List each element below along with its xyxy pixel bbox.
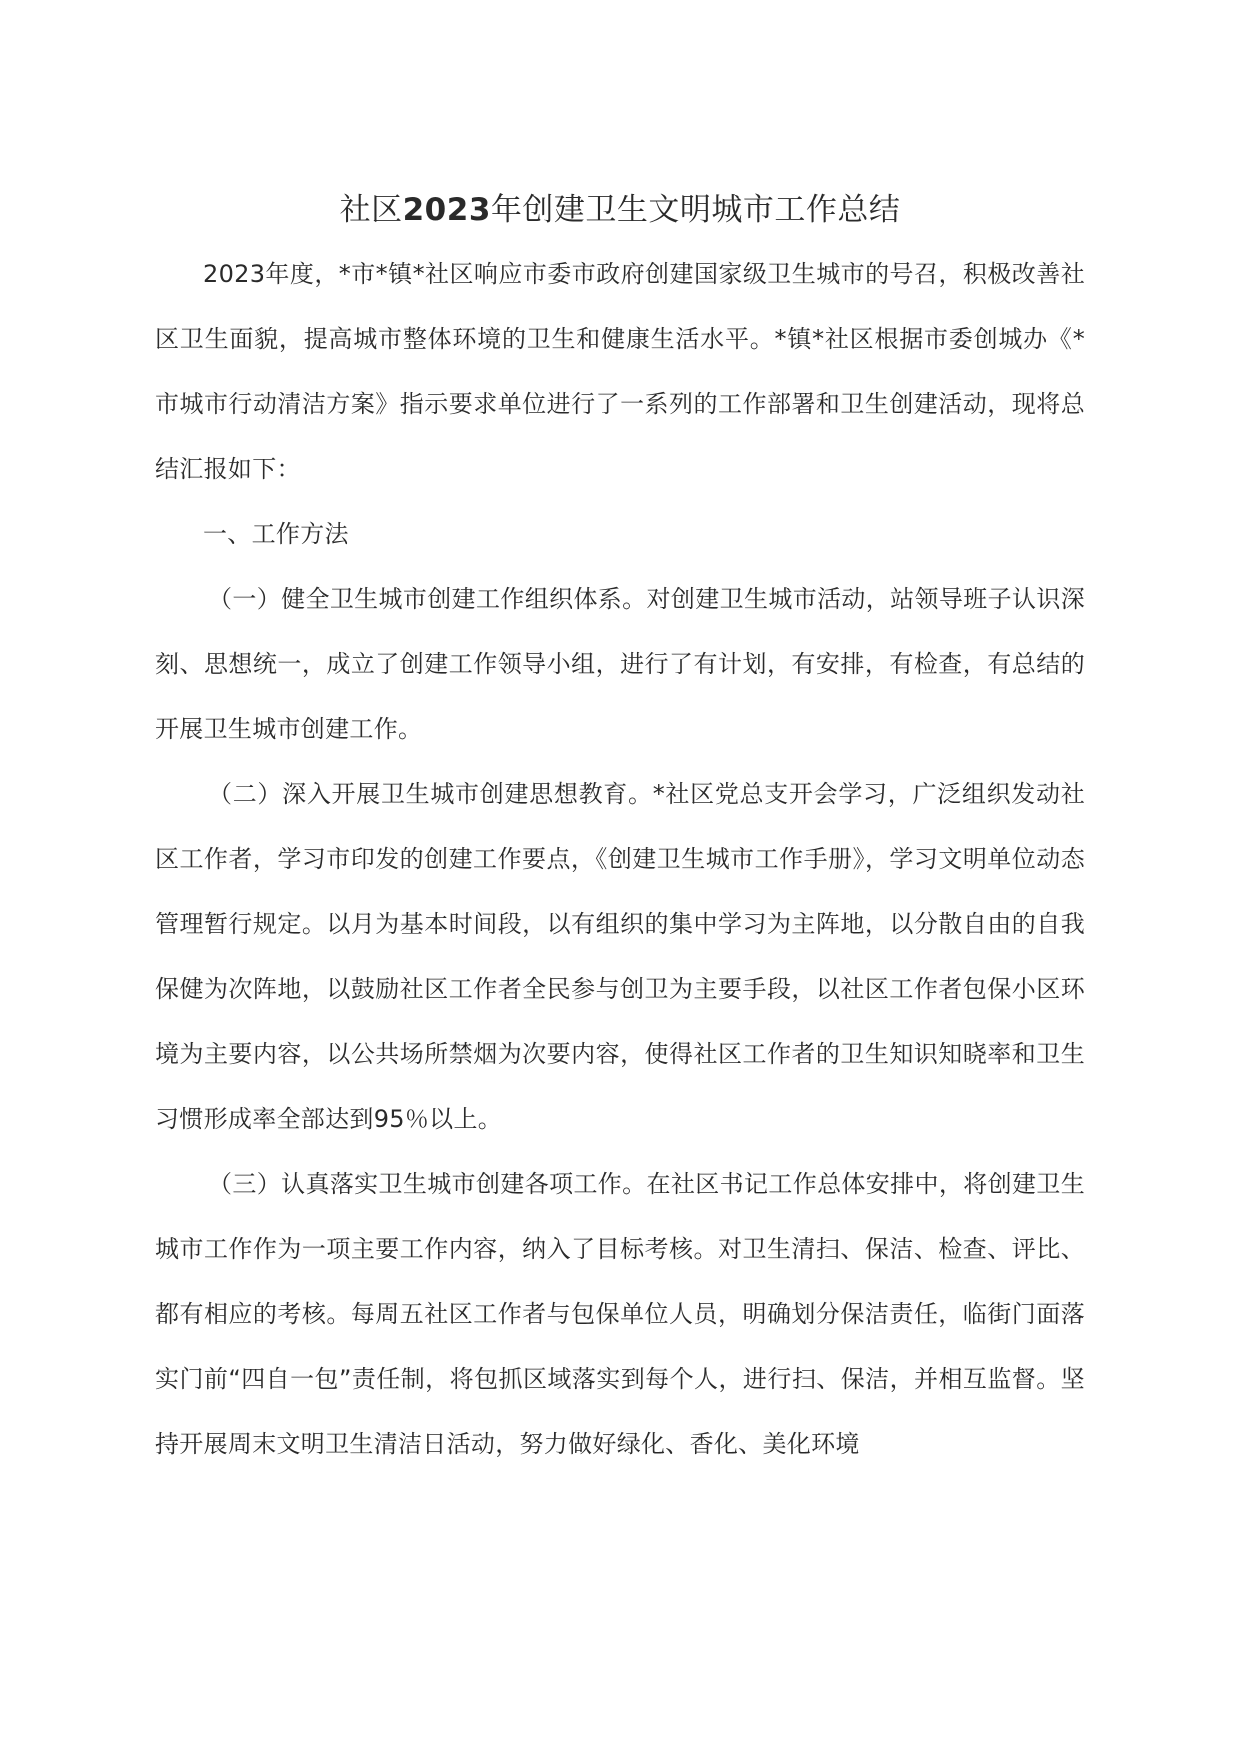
title-prefix: 社区 xyxy=(339,192,403,228)
section-heading-work-methods: 一、工作方法 xyxy=(203,520,349,548)
document-body xyxy=(155,190,1085,1477)
document-title xyxy=(155,190,1085,230)
intro-paragraph: 2023年度，*市*镇*社区响应市委市政府创建国家级卫生城市的号召，积极改善社区卫生面貌，提高城市整体环境的卫生和健康生活水平。*镇*社区根据市委创城办《*市城市行动清洁方案》指示要求单位进行了一系列的工作部署和卫生创建活动，现将总结汇报如下： xyxy=(155,260,1085,483)
subsection-paragraph-1: （一）健全卫生城市创建工作组织体系。对创建卫生城市活动，站领导班子认识深刻、思想统一，成立了创建工作领导小组，进行了有计划，有安排，有检查，有总结的开展卫生城市创建工作。 xyxy=(155,585,1085,743)
subsection-paragraph-2: （二）深入开展卫生城市创建思想教育。*社区党总支开会学习，广泛组织发动社区工作者，学习市印发的创建工作要点，《创建卫生城市工作手册》，学习文明单位动态管理暂行规定。以月为基本时间段，以有组织的集中学习为主阵地，以分散自由的自我保健为次阵地，以鼓励社区工作者全民参与创卫为主要手段，以社区工作者包保小区环境为主要内容，以公共场所禁烟为次要内容，使得社区工作者的卫生知识知晓率和卫生习惯形成率全部达到95％以上。 xyxy=(155,780,1085,1133)
subsection-paragraph-3: （三）认真落实卫生城市创建各项工作。在社区书记工作总体安排中，将创建卫生城市工作作为一项主要工作内容，纳入了目标考核。对卫生清扫、保洁、检查、评比、都有相应的考核。每周五社区工作者与包保单位人员，明确划分保洁责任，临街门面落实门前“四自一包”责任制，将包抓区域落实到每个人，进行扫、保洁，并相互监督。坚持开展周末文明卫生清洁日活动，努力做好绿化、香化、美化环境 xyxy=(155,1170,1085,1458)
title-suffix: 年创建卫生文明城市工作总结 xyxy=(490,192,901,228)
title-year: 2023 xyxy=(402,192,491,228)
